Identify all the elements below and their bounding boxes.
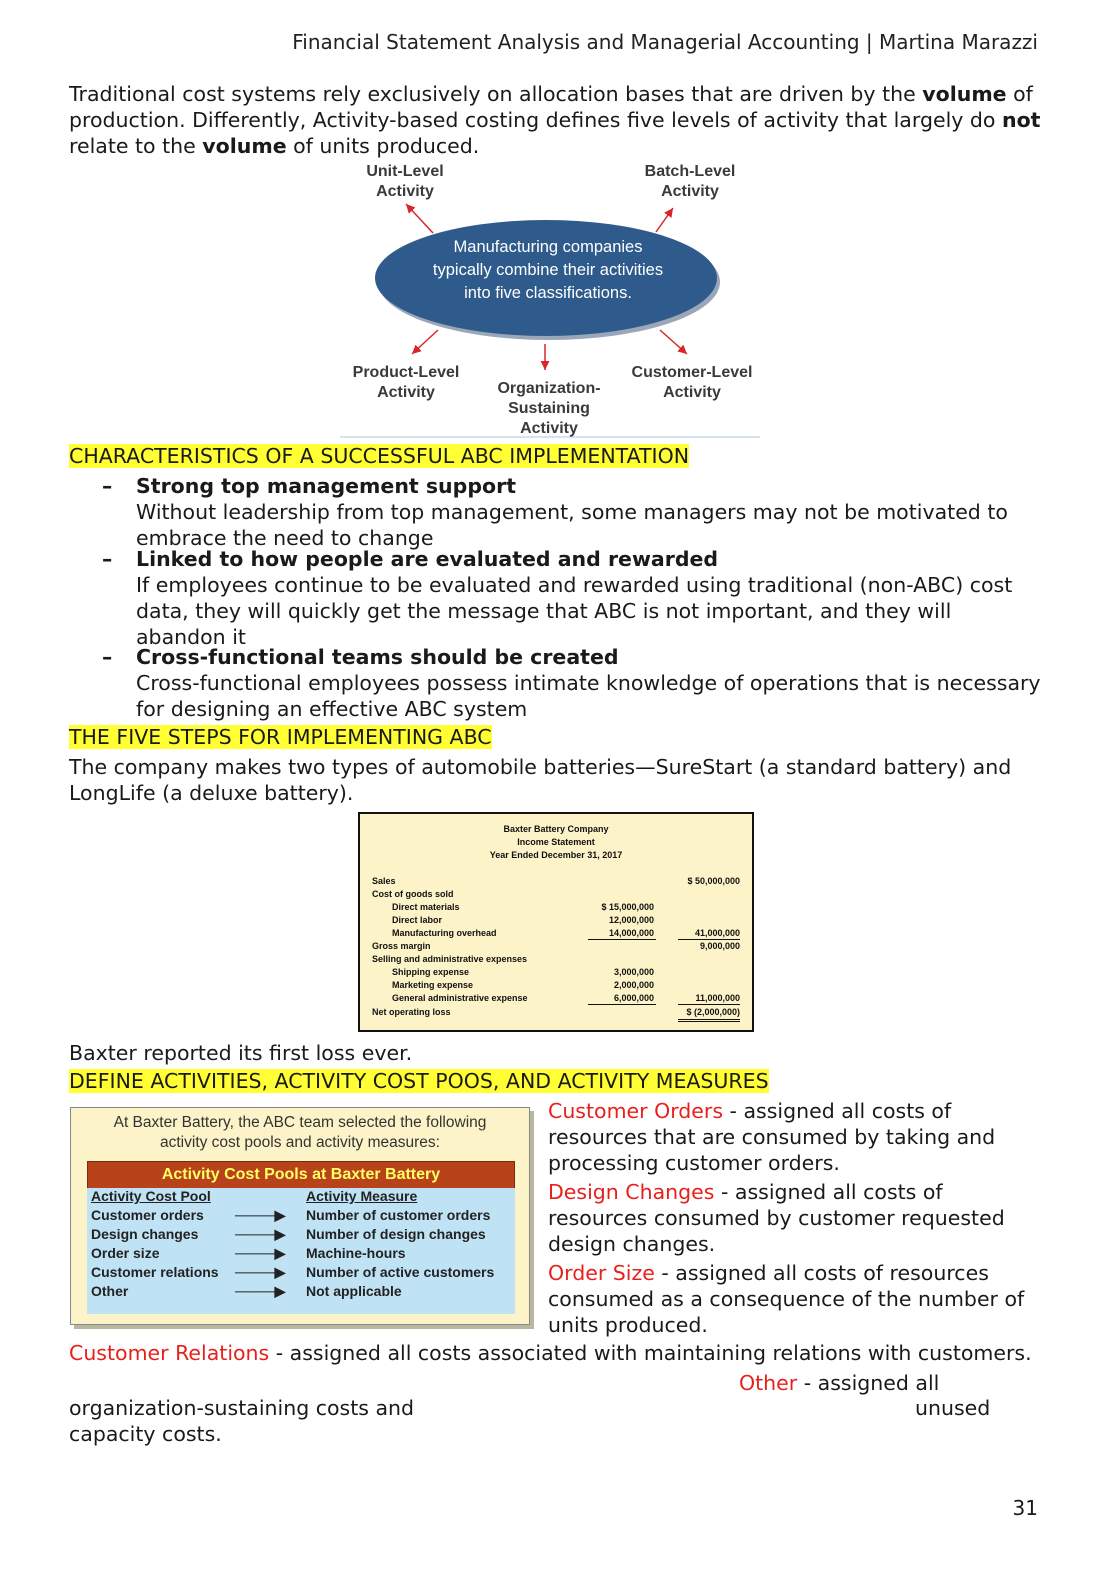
section-heading-define-activities [69, 1068, 769, 1094]
acp-arrow-2: ────▶ [235, 1245, 286, 1261]
label-product-l2: Activity [377, 384, 435, 401]
label-customer-l2: Activity [663, 384, 721, 401]
acp-measure-2: Machine-hours [306, 1245, 406, 1261]
is-gae-value: 6,000,000 [613, 993, 654, 1003]
heading-characteristics-text: CHARACTERISTICS OF A SUCCESSFUL ABC IMPLEMENTATION [69, 444, 690, 468]
intro-text-4: of units produced. [286, 134, 480, 158]
acp-pool-4: Other [91, 1283, 129, 1299]
page-number: 31 [1012, 1496, 1038, 1520]
def-design-changes [548, 1179, 1038, 1257]
label-batch-l2: Activity [661, 183, 719, 200]
label-product-level [342, 363, 470, 403]
is-sales: Sales [372, 876, 396, 886]
def-os-l3: units produced. [548, 1313, 708, 1337]
income-statement [358, 812, 754, 1032]
def-co-text-1: - assigned all costs of [723, 1099, 952, 1123]
is-dl: Direct labor [392, 915, 443, 925]
bullet-1-text: Without leadership from top management, some managers may not be motivated to embrace the need to change [136, 500, 1008, 550]
def-os-text-1: - assigned all costs of resources [654, 1261, 989, 1285]
bullet-2-title: Linked to how people are evaluated and rewarded [136, 547, 719, 571]
def-dc-l2: resources consumed by customer requested [548, 1206, 1005, 1230]
bullet-1-title: Strong top management support [136, 474, 516, 498]
is-company: Baxter Battery Company [503, 824, 609, 834]
label-unit-l2: Activity [376, 183, 434, 200]
arrow-unit [406, 204, 433, 233]
intro-text-2: of production. Differently, Activity-based costing defines five levels of activity that largely do [69, 82, 1033, 132]
def-other-l3: capacity costs. [69, 1422, 222, 1446]
is-sga-total: 11,000,000 [695, 993, 740, 1003]
acp-measure-0: Number of customer orders [306, 1207, 491, 1223]
acp-pool-3: Customer relations [91, 1264, 219, 1280]
is-rule-moh [588, 939, 656, 940]
is-rule-gae [588, 1004, 656, 1005]
arrow-product [412, 330, 438, 354]
def-dc-l3: design changes. [548, 1232, 716, 1256]
label-unit-level [345, 162, 465, 202]
acp-table [87, 1188, 515, 1314]
section-heading-five-steps [69, 724, 492, 750]
label-batch-level [628, 162, 752, 202]
label-org-l1: Organization- [497, 380, 601, 397]
is-mkt-value: 2,000,000 [613, 980, 654, 990]
heading-five-steps-text: THE FIVE STEPS FOR IMPLEMENTING ABC [69, 725, 492, 749]
label-batch-l1: Batch-Level [644, 163, 736, 180]
def-order-size [548, 1260, 1038, 1338]
is-moh-value: 14,000,000 [608, 928, 654, 938]
acp-title: Activity Cost Pools at Baxter Battery [87, 1161, 515, 1189]
label-unit-l1: Unit-Level [366, 163, 444, 180]
activity-cost-pools-figure [70, 1107, 530, 1325]
bullet-2-text: If employees continue to be evaluated and rewarded using traditional (non-ABC) cost data, they will quickly get the message that ABC is not important, and they will abandon it [136, 573, 1013, 649]
bullet-3 [69, 644, 1044, 722]
intro-text-3: relate to the [69, 134, 203, 158]
def-dc-l1 [548, 1179, 1038, 1205]
acp-measure-3: Number of active customers [306, 1264, 495, 1280]
label-org-l2: Sustaining [508, 400, 590, 417]
is-rule-nol [678, 1019, 740, 1022]
def-ot-text-1: - assigned all [797, 1371, 940, 1395]
bullet-dash-1: – [102, 474, 113, 498]
acp-arrow-4: ────▶ [235, 1283, 286, 1299]
is-moh: Manufacturing overhead [392, 928, 497, 938]
def-co-term: Customer Orders [548, 1099, 724, 1123]
is-dm-value: $ 15,000,000 [601, 902, 654, 912]
is-gae: General administrative expense [392, 993, 528, 1003]
label-product-l1: Product-Level [352, 364, 460, 381]
def-other-l2a: organization-sustaining costs and [69, 1396, 415, 1420]
is-gm: Gross margin [372, 941, 431, 951]
def-cr-term: Customer Relations [69, 1341, 270, 1365]
def-co-l2: resources that are consumed by taking and [548, 1125, 996, 1149]
heading-define-activities-text: DEFINE ACTIVITIES, ACTIVITY COST POOS, AND ACTIVITY MEASURES [69, 1069, 769, 1093]
label-customer-l1: Customer-Level [631, 364, 753, 381]
acp-col-measure: Activity Measure [306, 1188, 418, 1204]
def-os-l1 [548, 1260, 1038, 1286]
is-rule-cogs [678, 939, 740, 940]
is-cogs-total: 41,000,000 [694, 928, 740, 938]
label-org-l3: Activity [520, 420, 578, 437]
acp-measure-1: Number of design changes [306, 1226, 486, 1242]
acp-caption [71, 1113, 529, 1153]
acp-pool-0: Customer orders [91, 1207, 204, 1223]
def-customer-relations [69, 1340, 1044, 1366]
arrow-customer [660, 330, 687, 354]
def-customer-orders [548, 1098, 1038, 1176]
is-rule-sga [678, 1004, 740, 1005]
acp-arrow-1: ────▶ [235, 1226, 286, 1242]
is-nol-value: $ (2,000,000) [686, 1007, 740, 1017]
is-ship: Shipping expense [392, 967, 470, 977]
def-ot-term: Other [739, 1371, 798, 1395]
def-other-l1 [739, 1370, 939, 1396]
def-dc-text-1: - assigned all costs of [714, 1180, 943, 1204]
def-other-l2b: unused [915, 1396, 991, 1420]
def-os-term: Order Size [548, 1261, 655, 1285]
five-steps-text: The company makes two types of automobile batteries—SureStart (a standard battery) and LongLife (a deluxe battery). [69, 755, 1012, 805]
running-header: Financial Statement Analysis and Managerial Accounting | Martina Marazzi [292, 30, 1038, 54]
acp-pool-1: Design changes [91, 1226, 199, 1242]
is-cogs: Cost of goods sold [372, 889, 454, 899]
intro-bold-volume: volume [922, 82, 1007, 106]
def-os-l2: consumed as a consequence of the number of [548, 1287, 1025, 1311]
bullet-dash-2: – [102, 547, 113, 571]
acp-measure-4: Not applicable [306, 1283, 402, 1299]
arrow-batch [656, 208, 673, 232]
ellipse-text: Manufacturing companies typically combine their activities into five classifications. [432, 238, 664, 302]
acp-pool-2: Order size [91, 1245, 160, 1261]
intro-bold-not: not [1001, 108, 1041, 132]
acp-arrow-0: ────▶ [235, 1207, 286, 1223]
is-gm-value: 9,000,000 [699, 941, 740, 951]
bullet-3-title: Cross-functional teams should be created [136, 645, 619, 669]
def-cr-text: - assigned all costs associated with maintaining relations with customers. [269, 1341, 1032, 1365]
is-nol: Net operating loss [372, 1007, 451, 1017]
is-dm: Direct materials [392, 902, 460, 912]
is-period: Year Ended December 31, 2017 [489, 850, 623, 860]
is-mkt: Marketing expense [392, 980, 474, 990]
is-title: Income Statement [517, 837, 595, 847]
acp-caption-l1: At Baxter Battery, the ABC team selected the following [113, 1114, 487, 1131]
def-dc-term: Design Changes [548, 1180, 715, 1204]
bullet-1 [69, 473, 1044, 551]
bullet-3-text: Cross-functional employees possess intimate knowledge of operations that is necessary for designing an effective ABC system [136, 671, 1041, 721]
after-statement-text: Baxter reported its first loss ever. [69, 1041, 413, 1065]
section-heading-characteristics [69, 443, 689, 469]
intro-bold-volume-2: volume [202, 134, 287, 158]
acp-col-pool: Activity Cost Pool [91, 1188, 211, 1204]
is-sga: Selling and administrative expenses [372, 954, 528, 964]
bullet-dash-3: – [102, 645, 113, 669]
label-customer-level [622, 363, 762, 403]
bullet-2 [69, 546, 1044, 650]
is-sales-value: $ 50,000,000 [687, 876, 740, 886]
def-co-l3: processing customer orders. [548, 1151, 840, 1175]
is-dl-value: 12,000,000 [608, 915, 654, 925]
acp-caption-l2: activity cost pools and activity measures: [160, 1134, 440, 1151]
def-co-l1 [548, 1098, 1038, 1124]
intro-paragraph [69, 81, 1044, 159]
acp-arrow-3: ────▶ [235, 1264, 286, 1280]
is-ship-value: 3,000,000 [613, 967, 654, 977]
intro-text-1: Traditional cost systems rely exclusively on allocation bases that are driven by the [69, 82, 923, 106]
label-organization-sustaining [484, 379, 614, 439]
